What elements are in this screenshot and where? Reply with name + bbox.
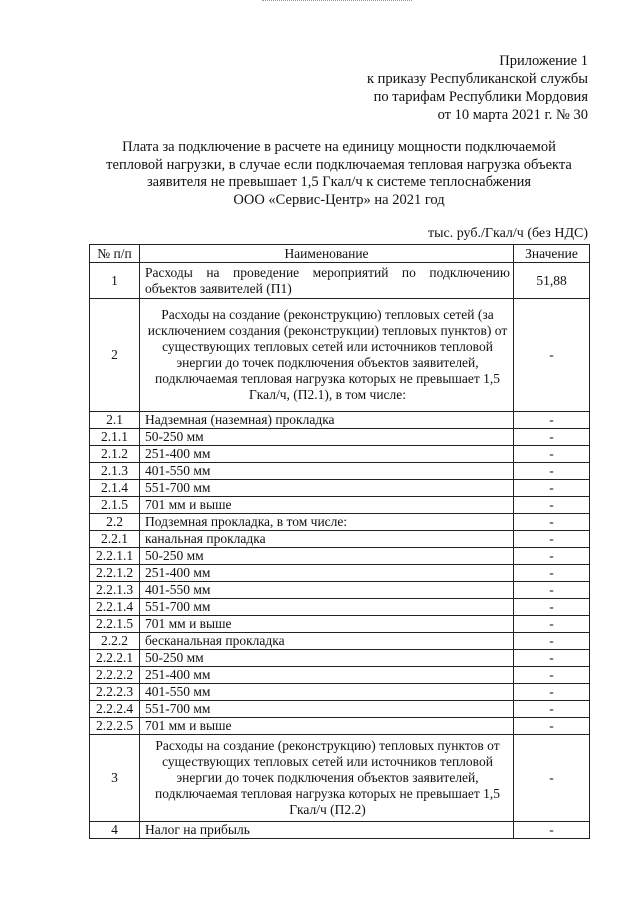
- row-name: 401-550 мм: [140, 582, 514, 599]
- table-row: [90, 412, 590, 429]
- row-num: 2.2.2.4: [90, 701, 140, 718]
- row-value: -: [514, 718, 590, 735]
- row-num: 2.1.1: [90, 429, 140, 446]
- table-row: [90, 299, 590, 412]
- table-row: [90, 667, 590, 684]
- tariff-table: [89, 244, 590, 839]
- row-num: 2.2.1.5: [90, 616, 140, 633]
- table-row: [90, 497, 590, 514]
- row-num: 2: [90, 299, 140, 412]
- row-value: -: [514, 616, 590, 633]
- row-value: -: [514, 582, 590, 599]
- row-value: -: [514, 599, 590, 616]
- row-name: Расходы на создание (реконструкцию) тепловых пунктов от существующих тепловых сетей или источников тепловой энергии до точек подключения объектов заявителей, подключаемая тепловая нагрузка которых не превышает 1,5 Гкал/ч (П2.2): [140, 735, 514, 822]
- units-label: тыс. руб./Гкал/ч (без НДС): [428, 226, 588, 241]
- appendix-line-2: к приказу Республиканской службы: [366, 71, 588, 87]
- table-row: [90, 718, 590, 735]
- row-name: 701 мм и выше: [140, 497, 514, 514]
- row-name: Расходы на создание (реконструкцию) тепловых сетей (за исключением создания (реконструкции) тепловых пунктов) от существующих тепловых сетей или источников тепловой энергии до точек подключения объектов заявителей, подключаемая тепловая нагрузка которых не превышает 1,5 Гкал/ч, (П2.1), в том числе:: [140, 299, 514, 412]
- table-row: [90, 616, 590, 633]
- row-value: -: [514, 446, 590, 463]
- row-name: 251-400 мм: [140, 667, 514, 684]
- table-row: [90, 531, 590, 548]
- row-value: -: [514, 650, 590, 667]
- row-name: канальная прокладка: [140, 531, 514, 548]
- appendix-line-1: Приложение 1: [499, 53, 588, 69]
- row-name: 401-550 мм: [140, 463, 514, 480]
- table-row: [90, 684, 590, 701]
- row-num: 2.2.2: [90, 633, 140, 650]
- row-name: бесканальная прокладка: [140, 633, 514, 650]
- row-value: -: [514, 565, 590, 582]
- table-row: [90, 463, 590, 480]
- document-title: [90, 139, 588, 209]
- header-value: Значение: [514, 245, 590, 263]
- row-name: 251-400 мм: [140, 446, 514, 463]
- row-num: 2.1.3: [90, 463, 140, 480]
- table-row: [90, 701, 590, 718]
- row-value: -: [514, 412, 590, 429]
- row-num: 2.2.2.3: [90, 684, 140, 701]
- row-value: -: [514, 735, 590, 822]
- row-value: -: [514, 701, 590, 718]
- row-num: 2.2.1.4: [90, 599, 140, 616]
- row-value: -: [514, 548, 590, 565]
- row-name: 701 мм и выше: [140, 616, 514, 633]
- row-value: -: [514, 684, 590, 701]
- row-num: 2.2.1.2: [90, 565, 140, 582]
- row-num: 2.2.1.3: [90, 582, 140, 599]
- row-num: 2.1.2: [90, 446, 140, 463]
- row-name: Налог на прибыль: [140, 822, 514, 839]
- row-name: 551-700 мм: [140, 480, 514, 497]
- row-num: 2.2.1: [90, 531, 140, 548]
- table-row: [90, 582, 590, 599]
- row-num: 2.2.2.5: [90, 718, 140, 735]
- row-name: 50-250 мм: [140, 650, 514, 667]
- table-row: [90, 599, 590, 616]
- row-value: -: [514, 299, 590, 412]
- scan-artifact: [262, 0, 412, 3]
- table-row: [90, 480, 590, 497]
- row-name: 401-550 мм: [140, 684, 514, 701]
- row-name: 251-400 мм: [140, 565, 514, 582]
- row-num: 2.1.5: [90, 497, 140, 514]
- title-line-2: тепловой нагрузки, в случае если подключаемая тепловая нагрузка объекта: [106, 156, 572, 173]
- row-name: 701 мм и выше: [140, 718, 514, 735]
- row-num: 4: [90, 822, 140, 839]
- row-num: 1: [90, 263, 140, 299]
- table-row: [90, 822, 590, 839]
- title-line-3: заявителя не превышает 1,5 Гкал/ч к системе теплоснабжения: [146, 174, 532, 190]
- row-num: 2.2: [90, 514, 140, 531]
- row-num: 2.2.1.1: [90, 548, 140, 565]
- row-value: -: [514, 463, 590, 480]
- title-line-1: Плата за подключение в расчете на единицу мощности подключаемой: [122, 139, 556, 155]
- table-row: [90, 633, 590, 650]
- table-row: [90, 650, 590, 667]
- row-value: -: [514, 633, 590, 650]
- row-num: 2.2.2.2: [90, 667, 140, 684]
- row-name: 551-700 мм: [140, 599, 514, 616]
- row-value: -: [514, 429, 590, 446]
- row-name: 551-700 мм: [140, 701, 514, 718]
- row-name: 50-250 мм: [140, 548, 514, 565]
- row-value: -: [514, 667, 590, 684]
- row-name: 50-250 мм: [140, 429, 514, 446]
- row-value: -: [514, 514, 590, 531]
- row-name: Подземная прокладка, в том числе:: [140, 514, 514, 531]
- row-value: -: [514, 822, 590, 839]
- row-name: Надземная (наземная) прокладка: [140, 412, 514, 429]
- table-row: [90, 514, 590, 531]
- table-row: [90, 446, 590, 463]
- header-num: № п/п: [90, 245, 140, 263]
- row-value: 51,88: [514, 263, 590, 299]
- title-line-4: ООО «Сервис-Центр» на 2021 год: [233, 191, 445, 208]
- table-row: [90, 735, 590, 822]
- appendix-line-4: от 10 марта 2021 г. № 30: [437, 107, 588, 123]
- row-value: -: [514, 497, 590, 514]
- row-num: 2.1.4: [90, 480, 140, 497]
- table-row: [90, 565, 590, 582]
- appendix-header: [367, 52, 588, 124]
- table-header-row: [90, 245, 590, 263]
- row-num: 3: [90, 735, 140, 822]
- header-name: Наименование: [140, 245, 514, 263]
- table-row: [90, 263, 590, 299]
- table-row: [90, 429, 590, 446]
- row-name: Расходы на проведение мероприятий по подключению объектов заявителей (П1): [140, 263, 514, 299]
- row-value: -: [514, 531, 590, 548]
- row-value: -: [514, 480, 590, 497]
- row-num: 2.1: [90, 412, 140, 429]
- row-num: 2.2.2.1: [90, 650, 140, 667]
- table-row: [90, 548, 590, 565]
- appendix-line-3: по тарифам Республики Мордовия: [373, 89, 588, 105]
